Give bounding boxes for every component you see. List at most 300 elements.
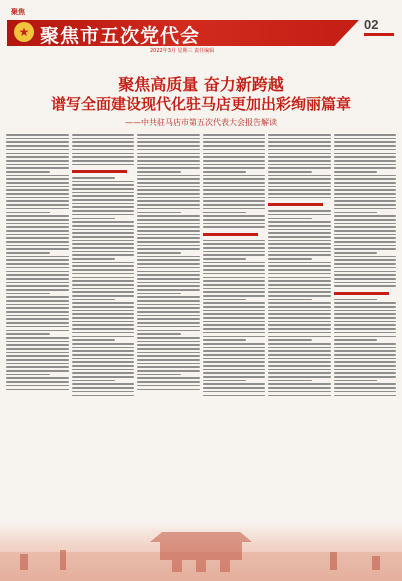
text-line bbox=[6, 322, 69, 324]
text-line bbox=[6, 366, 69, 368]
text-line bbox=[203, 178, 266, 180]
text-line bbox=[137, 256, 200, 258]
text-line bbox=[203, 284, 266, 286]
text-line bbox=[137, 352, 200, 354]
text-line bbox=[72, 236, 135, 238]
text-line bbox=[334, 339, 378, 341]
text-line bbox=[6, 304, 69, 306]
text-line bbox=[6, 193, 69, 195]
text-line bbox=[137, 204, 200, 206]
text-line bbox=[268, 186, 331, 188]
text-line bbox=[137, 156, 200, 158]
text-line bbox=[6, 134, 69, 136]
text-line bbox=[268, 284, 331, 286]
text-line bbox=[6, 204, 69, 206]
text-line bbox=[137, 267, 200, 269]
text-line bbox=[334, 237, 397, 239]
text-line bbox=[268, 221, 331, 223]
text-line bbox=[268, 258, 312, 260]
text-line bbox=[203, 310, 266, 312]
text-line bbox=[334, 395, 397, 397]
text-line bbox=[334, 171, 378, 173]
text-line bbox=[6, 248, 69, 250]
text-line bbox=[72, 243, 135, 245]
text-line bbox=[137, 330, 200, 332]
text-line bbox=[203, 347, 266, 349]
text-line bbox=[268, 380, 312, 382]
text-line bbox=[203, 332, 266, 334]
brand-logo: 聚焦 bbox=[11, 7, 25, 16]
text-line bbox=[268, 236, 331, 238]
text-line bbox=[334, 302, 397, 304]
text-line bbox=[6, 363, 69, 365]
text-line bbox=[268, 339, 312, 341]
text-line bbox=[137, 370, 200, 372]
text-line bbox=[6, 138, 69, 140]
text-line bbox=[203, 269, 266, 271]
text-line bbox=[137, 337, 200, 339]
text-line bbox=[72, 141, 135, 143]
text-line bbox=[72, 251, 135, 253]
text-line bbox=[334, 267, 397, 269]
text-line bbox=[6, 241, 69, 243]
text-line bbox=[268, 178, 331, 180]
text-line bbox=[203, 138, 266, 140]
text-line bbox=[203, 215, 266, 217]
text-line bbox=[72, 372, 135, 374]
text-line bbox=[72, 387, 135, 389]
text-line bbox=[268, 134, 331, 136]
text-line bbox=[72, 164, 135, 166]
text-line bbox=[334, 153, 397, 155]
text-line bbox=[334, 156, 397, 158]
text-line bbox=[203, 149, 266, 151]
text-line bbox=[334, 263, 397, 265]
article-body bbox=[6, 132, 396, 522]
text-line bbox=[137, 153, 200, 155]
text-line bbox=[72, 277, 135, 279]
text-line bbox=[334, 306, 397, 308]
text-line bbox=[72, 306, 135, 308]
text-line bbox=[6, 167, 69, 169]
text-line bbox=[334, 391, 397, 393]
text-line bbox=[203, 273, 266, 275]
text-line bbox=[137, 304, 200, 306]
text-line bbox=[6, 223, 69, 225]
text-line bbox=[334, 252, 378, 254]
text-line bbox=[6, 267, 69, 269]
text-line bbox=[72, 288, 135, 290]
text-line bbox=[137, 263, 200, 265]
text-line bbox=[137, 167, 200, 169]
text-line bbox=[334, 145, 397, 147]
text-line bbox=[203, 243, 266, 245]
text-line bbox=[268, 232, 331, 234]
text-line bbox=[203, 395, 266, 397]
text-line bbox=[203, 167, 266, 169]
text-line bbox=[72, 254, 135, 256]
text-line bbox=[334, 336, 397, 338]
text-line bbox=[268, 395, 331, 397]
text-line bbox=[137, 381, 200, 383]
text-line bbox=[203, 193, 266, 195]
text-line bbox=[203, 258, 247, 260]
text-line bbox=[203, 376, 266, 378]
text-line bbox=[334, 361, 397, 363]
text-line bbox=[137, 341, 200, 343]
text-line bbox=[268, 321, 331, 323]
text-line bbox=[137, 359, 200, 361]
text-line bbox=[334, 387, 397, 389]
text-line bbox=[268, 265, 331, 267]
text-line bbox=[334, 343, 397, 345]
text-line bbox=[137, 223, 200, 225]
text-line bbox=[203, 336, 266, 338]
text-line bbox=[6, 278, 69, 280]
text-line bbox=[6, 348, 69, 350]
text-line bbox=[137, 355, 200, 357]
text-line bbox=[268, 299, 312, 301]
text-line bbox=[72, 284, 135, 286]
section-subtitle-line bbox=[203, 233, 258, 236]
text-line bbox=[137, 348, 200, 350]
text-line bbox=[72, 262, 135, 264]
text-line bbox=[268, 369, 331, 371]
text-line bbox=[72, 310, 135, 312]
text-line bbox=[6, 282, 69, 284]
text-line bbox=[203, 145, 266, 147]
headline: 聚焦高质量 奋力新跨越 bbox=[118, 75, 284, 94]
text-line bbox=[268, 317, 331, 319]
text-line bbox=[137, 377, 200, 379]
text-line bbox=[6, 352, 69, 354]
text-line bbox=[268, 262, 331, 264]
text-line bbox=[6, 145, 69, 147]
text-line bbox=[137, 145, 200, 147]
text-line bbox=[72, 332, 135, 334]
text-line bbox=[268, 277, 331, 279]
text-line bbox=[6, 337, 69, 339]
text-line bbox=[6, 256, 69, 258]
text-line bbox=[72, 232, 135, 234]
text-line bbox=[72, 280, 135, 282]
text-line bbox=[72, 376, 135, 378]
text-line bbox=[268, 332, 331, 334]
text-line bbox=[334, 248, 397, 250]
text-line bbox=[334, 285, 397, 287]
text-line bbox=[268, 343, 331, 345]
text-column bbox=[72, 132, 135, 522]
text-line bbox=[72, 218, 116, 220]
text-line bbox=[72, 240, 135, 242]
text-line bbox=[6, 344, 69, 346]
text-line bbox=[334, 141, 397, 143]
text-line bbox=[334, 219, 397, 221]
text-line bbox=[268, 243, 331, 245]
text-line bbox=[72, 156, 135, 158]
text-line bbox=[137, 141, 200, 143]
text-line bbox=[6, 156, 69, 158]
subheadline: ——中共驻马店市第五次代表大会报告解读 bbox=[125, 118, 277, 127]
text-line bbox=[137, 333, 181, 335]
text-line bbox=[6, 370, 69, 372]
text-line bbox=[203, 313, 266, 315]
text-line bbox=[203, 182, 266, 184]
text-line bbox=[137, 200, 200, 202]
text-line bbox=[6, 289, 69, 291]
text-line bbox=[203, 277, 266, 279]
text-line bbox=[203, 219, 266, 221]
text-line bbox=[268, 214, 331, 216]
text-line bbox=[72, 365, 135, 367]
text-line bbox=[334, 350, 397, 352]
text-line bbox=[6, 330, 69, 332]
text-line bbox=[137, 366, 200, 368]
text-line bbox=[203, 240, 266, 242]
text-line bbox=[334, 282, 397, 284]
text-line bbox=[72, 214, 135, 216]
text-line bbox=[268, 302, 331, 304]
text-line bbox=[137, 193, 200, 195]
text-line bbox=[203, 365, 266, 367]
text-line bbox=[334, 223, 397, 225]
text-line bbox=[6, 296, 69, 298]
text-line bbox=[334, 197, 397, 199]
text-line bbox=[137, 285, 200, 287]
text-line bbox=[6, 252, 50, 254]
text-line bbox=[72, 184, 135, 186]
text-line bbox=[203, 223, 266, 225]
text-line bbox=[72, 361, 135, 363]
text-line bbox=[72, 210, 135, 212]
text-line bbox=[72, 269, 135, 271]
text-line bbox=[6, 263, 69, 265]
text-line bbox=[6, 359, 69, 361]
text-line bbox=[334, 372, 397, 374]
text-line bbox=[72, 153, 135, 155]
text-line bbox=[203, 208, 266, 210]
text-line bbox=[137, 226, 200, 228]
text-line bbox=[137, 363, 200, 365]
text-line bbox=[334, 164, 397, 166]
text-line bbox=[72, 339, 116, 341]
text-line bbox=[137, 182, 200, 184]
text-line bbox=[268, 240, 331, 242]
text-line bbox=[6, 318, 69, 320]
text-line bbox=[137, 230, 200, 232]
text-line bbox=[137, 134, 200, 136]
text-line bbox=[203, 391, 266, 393]
text-line bbox=[137, 307, 200, 309]
section-title: 聚焦市五次党代会 bbox=[40, 25, 201, 47]
text-line bbox=[6, 230, 69, 232]
text-line bbox=[137, 259, 200, 261]
text-line bbox=[137, 237, 200, 239]
text-line bbox=[268, 313, 331, 315]
text-line bbox=[137, 344, 200, 346]
text-line bbox=[6, 175, 69, 177]
text-line bbox=[137, 189, 200, 191]
text-line bbox=[203, 306, 266, 308]
text-line bbox=[268, 391, 331, 393]
text-line bbox=[268, 295, 331, 297]
text-line bbox=[137, 234, 200, 236]
text-line bbox=[334, 175, 397, 177]
text-line bbox=[6, 160, 69, 162]
text-line bbox=[137, 385, 200, 387]
text-line bbox=[203, 321, 266, 323]
text-line bbox=[6, 178, 69, 180]
text-line bbox=[334, 259, 397, 261]
text-line bbox=[6, 300, 69, 302]
text-line bbox=[268, 247, 331, 249]
text-line bbox=[6, 171, 50, 173]
text-line bbox=[268, 218, 312, 220]
text-line bbox=[6, 374, 50, 376]
text-line bbox=[268, 171, 312, 173]
text-line bbox=[72, 391, 135, 393]
text-line bbox=[72, 138, 135, 140]
text-line bbox=[268, 372, 331, 374]
text-line bbox=[72, 313, 135, 315]
footer-illustration bbox=[0, 522, 402, 581]
text-line bbox=[137, 322, 200, 324]
text-line bbox=[268, 269, 331, 271]
text-line bbox=[334, 149, 397, 151]
text-line bbox=[137, 160, 200, 162]
text-line bbox=[203, 317, 266, 319]
text-line bbox=[6, 293, 50, 295]
text-line bbox=[334, 193, 397, 195]
text-line bbox=[334, 324, 397, 326]
text-line bbox=[72, 358, 135, 360]
text-line bbox=[6, 197, 69, 199]
text-line bbox=[6, 381, 69, 383]
text-line bbox=[137, 274, 200, 276]
text-line bbox=[334, 178, 397, 180]
text-line bbox=[6, 215, 69, 217]
text-line bbox=[137, 374, 181, 376]
text-line bbox=[203, 369, 266, 371]
text-line bbox=[268, 324, 331, 326]
text-line bbox=[203, 302, 266, 304]
text-line bbox=[334, 365, 397, 367]
section-subtitle-line bbox=[72, 170, 127, 173]
text-line bbox=[334, 241, 397, 243]
text-line bbox=[268, 251, 331, 253]
text-line bbox=[268, 365, 331, 367]
text-line bbox=[203, 328, 266, 330]
text-line bbox=[334, 376, 397, 378]
text-line bbox=[203, 383, 266, 385]
text-line bbox=[203, 354, 266, 356]
text-line bbox=[203, 186, 266, 188]
text-line bbox=[72, 134, 135, 136]
text-line bbox=[6, 189, 69, 191]
text-line bbox=[334, 380, 378, 382]
text-line bbox=[6, 208, 69, 210]
text-line bbox=[6, 315, 69, 317]
text-line bbox=[6, 234, 69, 236]
text-line bbox=[268, 193, 331, 195]
text-line bbox=[72, 181, 135, 183]
text-line bbox=[268, 310, 331, 312]
text-line bbox=[6, 326, 69, 328]
text-line bbox=[72, 347, 135, 349]
text-line bbox=[72, 188, 135, 190]
text-line bbox=[268, 387, 331, 389]
text-line bbox=[334, 234, 397, 236]
text-line bbox=[203, 350, 266, 352]
text-line bbox=[334, 186, 397, 188]
text-line bbox=[203, 164, 266, 166]
text-column bbox=[6, 132, 69, 522]
text-line bbox=[72, 195, 135, 197]
text-line bbox=[203, 200, 266, 202]
text-line bbox=[137, 178, 200, 180]
text-line bbox=[72, 383, 135, 385]
text-line bbox=[6, 389, 69, 391]
text-line bbox=[72, 247, 135, 249]
text-line bbox=[6, 219, 69, 221]
text-line bbox=[334, 215, 397, 217]
text-line bbox=[268, 383, 331, 385]
text-line bbox=[203, 324, 266, 326]
text-line bbox=[72, 177, 116, 179]
text-line bbox=[334, 204, 397, 206]
text-line bbox=[334, 332, 397, 334]
text-line bbox=[72, 328, 135, 330]
text-line bbox=[268, 164, 331, 166]
text-line bbox=[137, 296, 200, 298]
text-line bbox=[334, 256, 397, 258]
text-line bbox=[268, 328, 331, 330]
text-line bbox=[268, 306, 331, 308]
text-line bbox=[203, 247, 266, 249]
text-line bbox=[6, 212, 50, 214]
text-line bbox=[6, 341, 69, 343]
text-line bbox=[203, 288, 266, 290]
text-line bbox=[268, 153, 331, 155]
text-line bbox=[203, 251, 266, 253]
text-line bbox=[72, 145, 135, 147]
text-line bbox=[203, 291, 266, 293]
text-line bbox=[137, 212, 181, 214]
text-line bbox=[72, 206, 135, 208]
text-line bbox=[203, 212, 247, 214]
text-line bbox=[6, 226, 69, 228]
text-column bbox=[137, 132, 200, 522]
text-line bbox=[334, 134, 397, 136]
text-line bbox=[268, 347, 331, 349]
text-line bbox=[6, 164, 69, 166]
text-line bbox=[137, 389, 200, 391]
text-line bbox=[268, 358, 331, 360]
text-line bbox=[72, 299, 116, 301]
text-line bbox=[137, 282, 200, 284]
text-line bbox=[334, 317, 397, 319]
text-line bbox=[6, 271, 69, 273]
text-line bbox=[137, 241, 200, 243]
text-line bbox=[268, 167, 331, 169]
text-line bbox=[268, 254, 331, 256]
text-line bbox=[268, 149, 331, 151]
text-line bbox=[137, 300, 200, 302]
text-line bbox=[72, 265, 135, 267]
text-line bbox=[203, 156, 266, 158]
text-line bbox=[137, 219, 200, 221]
text-line bbox=[268, 189, 331, 191]
